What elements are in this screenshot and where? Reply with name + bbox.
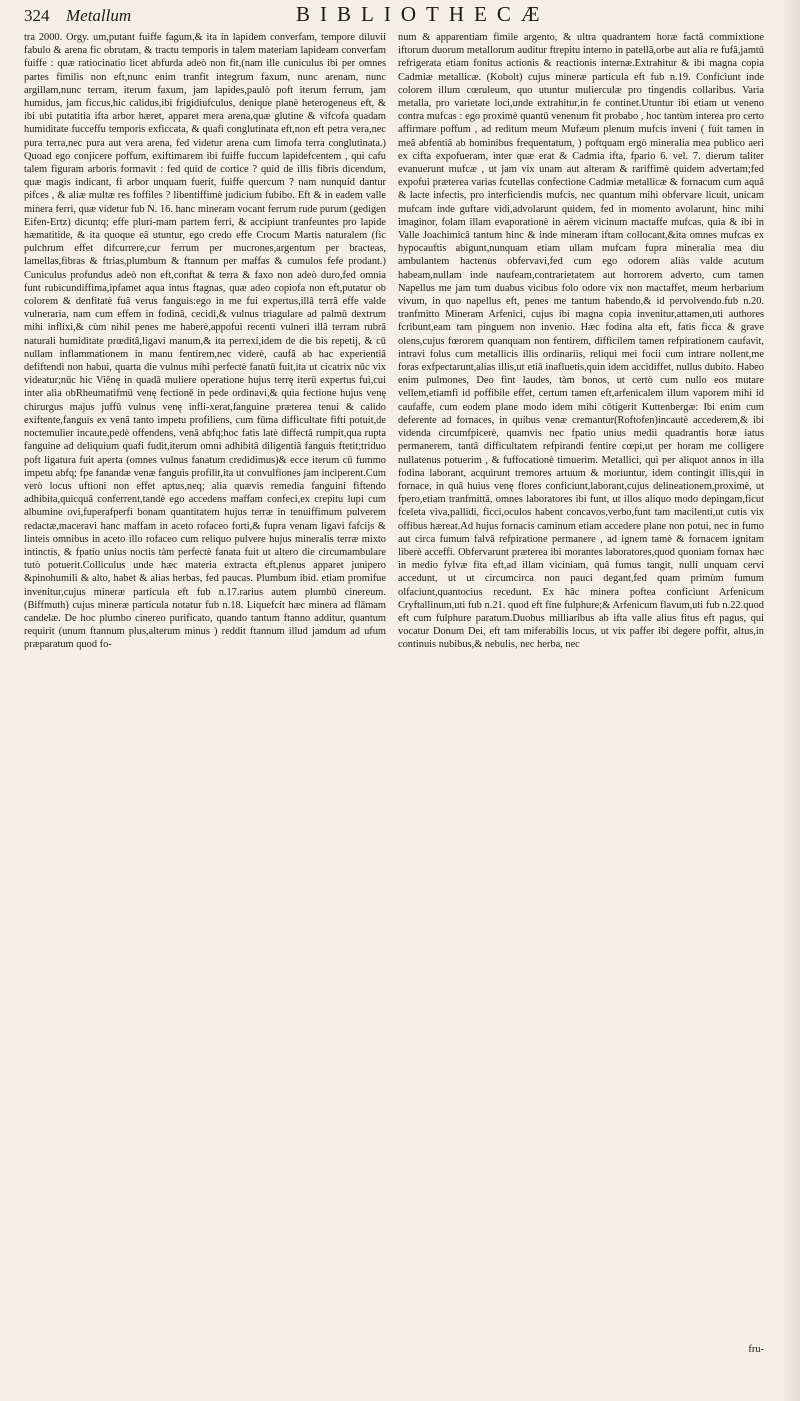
page-number: 324 bbox=[24, 6, 50, 25]
left-text-column: tra 2000. Orgy. um,putant fuiffe fagum,& ita in lapidem converfam, tempore diluvii fabulo & arena fic obrutam, & tractu temporis in talem materiam lapideam converfam fuiffe : quæ ratiocinatio licet abfurda adeò non fit,(nam ille cuniculus ibi per omnes partes fimilis non eft,nunc enim tranfit integrum faxum, nunc arenam, nunc argillam,nunc terram, iterum faxum, jam lapides,paulò poft iterum ferrum, jam humidus, jam ficcus,hic calidus,ibi frigidiufculus, denique planè heterogeneus eft, & ibi ubi putatitia ifta arbor hæret, apparet mera arena,quæ glutine & vifcofa quadam humiditate fucceffu temporis exficcata, & quafi conglutinata eft,non eft petra vera,nec pura terra,nec pura aut vera arena, fed videtur arena cum limofa terra conglutinata.) Quoad ego conjicere poffum, exiftimarem ibi fuiffe fuccum lapidefcentem , qui cafu talem figuram arboris formavit : fed quid de cortice ? quid de illis fibris dicendum, quæ magis indicant, fi arbor unquam fuerit, fuiffe quercum ? nam nunquid dantur pifces , & aliæ multæ res foffiles ? libentiffimè judicium fubibo. Eft & in eadem valle minera ferri, quæ videtur fub N. 16. hanc mineram vocant ferrum rude purum (gedigen Eifen-Ertz) dicuntq; effe pluri-mam partem ferri, & accipiunt tranfeuntes pro lapide hæmatitide, & ita quoque eâ utuntur, ego credo effe Crocum Martis naturalem (fic pulchrum effet difcurrere,cur ferrum per mucrones,argentum per bracteas, lamellas,fibras & ftrias,plumbum & ftannum per maffas & cumulos fefe prodant.) Cuniculus profundus adeò non eft,conftat & terra & faxo non adeò duro,fed omnia funt rubicundiffima,ipfamet aqua intus ftagnas, quæ adeo copiofa non eft,putatur ob colorem & denfitatè fuâ verus fanguis:ego in me fui expertus,illâ terrâ effe valde vulneraria, nam cum effem in fodinâ, cecidi,& vulnus triagulare ad palmū dextrum mihi inflixi,& cùm nihil penes me haberè,appofui recenti vulneri illâ terram rubrâ naturali humiditate prœditâ,ligavi manum,& ita perrexi,idem de die bis repetij, & cū nullam inflammationem in manu fentirem,nec viderè, caufâ ab hac experientiâ defiftendi non habui, quarta die vulnus mihi perfectè fanatū fuit,ita ut cicatrix nūc vix videatur;nūc hic Viēnę in quadā muliere operatione hujus terrę iterū expertus fui,cui inter alia obRheumatifmū venę fectionē in pede ordinavi,& quia fectione hujus venę chirurgus majus juffū vulnus venę infli-xerat,fanguine præterea tenui & calido exiftente,fanguis ex venâ tanto impetu profiliens, cum fūma difficultate fifti potuit,de noctemulier incaute,pedè offendens, venâ abfq;hoc fatis latè diffectâ rumpit,qua rupta fanguine ad deliquium quafi fudit,iterum omni adhibitâ diligentiâ fanguis ftetit;triduo poft ligatura fuit aperta (omnes vulnus fanatum credidimus)& ecce iterum cū fummo impetu abfq; fpe fanandæ venæ fanguis profilit,ita ut convulfiones jam inciperent.Cum verò locus uftioni non effet aptus,neq; alia quævis remedia fanguini fiftendo adhibita,quicquâ conferrent,tandè ego accedens maffam confeci,ex crepitu lupi cum albumine ovi,fuperafperfi bonam quantitatem hujus terræ in tenuiffimum pulverem redactæ,maceravi hanc maffam in aceto rofaceo forti,& fupra venam ligavi fafcijs & linteis omnibus in aceto illo rofaceo cum reliquo pulvere hujus mineralis terræ mixto intinctis, & fpatio unius noctis tàm perfectè fanata fuit ut altero die circumambulare tutò potuerit.Colliculus unde hæc materia extracta eft,plenus apparet junipero &pinohumili & alto, habet & alias herbas, fed paucas. Plumbum ibid. etiam promifue invenitur,cujus mineræ particula eft fub n.17.rarius autem plumbū cinereum.(Biffmuth) cujus mineræ particula notatur fub n.18. Liquefcit hæc minera ad flāmam candelæ. De hoc plumbo cinereo purificato, quando tantum ftanno additur, quantum requirit (unum ftannum plus,alterum minus ) reddit ftannum illud jamdum ad ufum præparatum quod fo- bbox=[24, 32, 386, 651]
running-head bbox=[24, 2, 760, 30]
page-edge-shadow bbox=[782, 0, 800, 1401]
bottom-margin bbox=[0, 1341, 800, 1401]
right-text-column: num & apparentiam fimile argento, & ultra quadrantem horæ factâ commixtione iftorum duorum metallorum auditur ftrepitu interno in patellâ,orbe aut alia re fufâ,jamtū refrigerata etiam fonitus actionis & reactionis internæ.Extrahitur & ibi magna copia Cadmiæ metallicæ. (Kobolt) cujus mineræ particula eft fub n.19. Conficiunt inde colorem illum cœruleum, quo utuntur mulierculæ pro tingendis collaribus. Varia metalla, pro varietate loci,unde extrahitur,in fe continet.Utuntur ibi etiam ut veneno contra mufcas : ego proximè quantū venenum fit probabo , hoc tantùm interea pro certo affirmare poffum , ad reditum meum Mufæum plenum mufcis inveni ( fuit tamen in meâ abfentiâ ab hominibus frequentatum, ) poftquam ergò mineralia mea publico aeri ex cifta expofueram, inter quæ erat & Cadmia ifta, fpario 6. vel. 7. dierum taliter evanuerunt mufcæ , ut jam vix unam aut alteram & rariffimè quidem advertam;fed expofui præterea varias fcutellas confectione Cadmiæ metallicæ & fornacum cum aquâ & lacte infectis, pro interficiendis mufcis, nec quantum mihi obfervare licuit, unicam mufcam inde guftare vidi,advolarunt quidem, fed in momento avolarunt, hinc mihi imaginor, folam illam evaporationè in aërem vicinum mactaffe mufcas, quia & ibi in Valle Joachimicâ tantum hinc & inde mineram iftam collocant,&ita omnes mufcas ex hypocauftis abigunt,nunquam etiam ullam mufcam fupra mineralia mea diu ambulantem hactenus obfervavi,fed cum ego odorem aliàs valde acutum habeam,nullam inde naufeam,contrarietatem aut horrorem adverto, cum tamen Napellus me jam tum duabus vicibus folo odore vix non mactaffet, meum herbarium vivum, in quo napellus eft, penes me tantum habendo,& id pervolvendo.fub n.20. tranfmitto Mineram Arfenici, cujus ibi magna copia invenitur,attamen,uti authores fcribunt,eam tam pinguem non invenio. Hæc fodina alta eft, fatis ficca & grave olens,cujus fœrorem quanquam non fentirem, difficilem tamen refpirationem caufavit, intravi folus cum metallicis illis ordinariis, reliqui mei focii cum intrare nollent,me foras exfpectarunt,alias illis,ut etiā inafluetis,quin idem accidiffet, nullus dubito. Habeo enim pulmones, Deo fint laudes, tàm bonos, ut certò cum nullo eos mutare vellem,etiamfi id poffibile effet, certum tamen eft,arfenicalem illum vaporem mihi id caufaffe, cum eodem plane modo idem mihi cōtigerit Kuttenbergæ: Ibi enim cum deferente ad fornaces, in quibus venæ cremantur(Roftofen)incautè accederem,& ibi videnda circumfpicerè, quamvis nec fpatio unius medii quadrantis horæ iatus permanerem, tantâ difficultatem refpirandi fentire cœpi,ut per horam me colligere nullatenus potuerim , & fuffocationè timuerim. Metallici, qui per aliquot annos in illa fodina laborant, acquirunt tremores artuum & moriuntur, idem contingit illis,qui in fornace, in quâ huius venę flores conficiunt,laborant,cujus delineationem,proximè, ut fpero,etiam tranfmittā, omnes laboratores ibi funt, ut illos aliquo modo depingam,ficut fceleta viva,pallidi, ficci,oculos habent concavos,verbo,funt tam macilenti,ut cutis vix offibus hæreat.Ad hujus fornacis caminum etiam accedere plane non potui, nec in fumo aut circa fumum falvâ refpiratione permanere , ad ignem tamè & fornacem ignitam liberè acceffi. Obfervarunt præterea ibi morantes laboratores,quod quoniam fornax hæc in medio fylvæ fita eft,ad illam viciniam, quâ fumus tangit, nulli unquam cervi accedunt, ut ut circumcirca non pauci degant,fed quam primùm fumum olfaciunt,quantocius recedunt. Ex hâc minera poftea conficiunt Arfenicum Cryftallinum,uti fub n.21. quod eft fine fulphure;& Arfenicum flavum,uti fub n.22.quod eft cum fulphure paratum.Duobus milliaribus ab ifta valle alius fitus eft pagus, qui vocatur Donum Dei, eft tam miferabilis locus, ut vix paffer ibi degere poffit, altus,in continuis nubibus,& nebulis, nec herba, nec bbox=[398, 32, 764, 651]
running-title: BIBLIOTHECÆ bbox=[296, 2, 550, 26]
section-word: Metallum bbox=[66, 6, 132, 25]
catchword: fru- bbox=[748, 1344, 764, 1355]
